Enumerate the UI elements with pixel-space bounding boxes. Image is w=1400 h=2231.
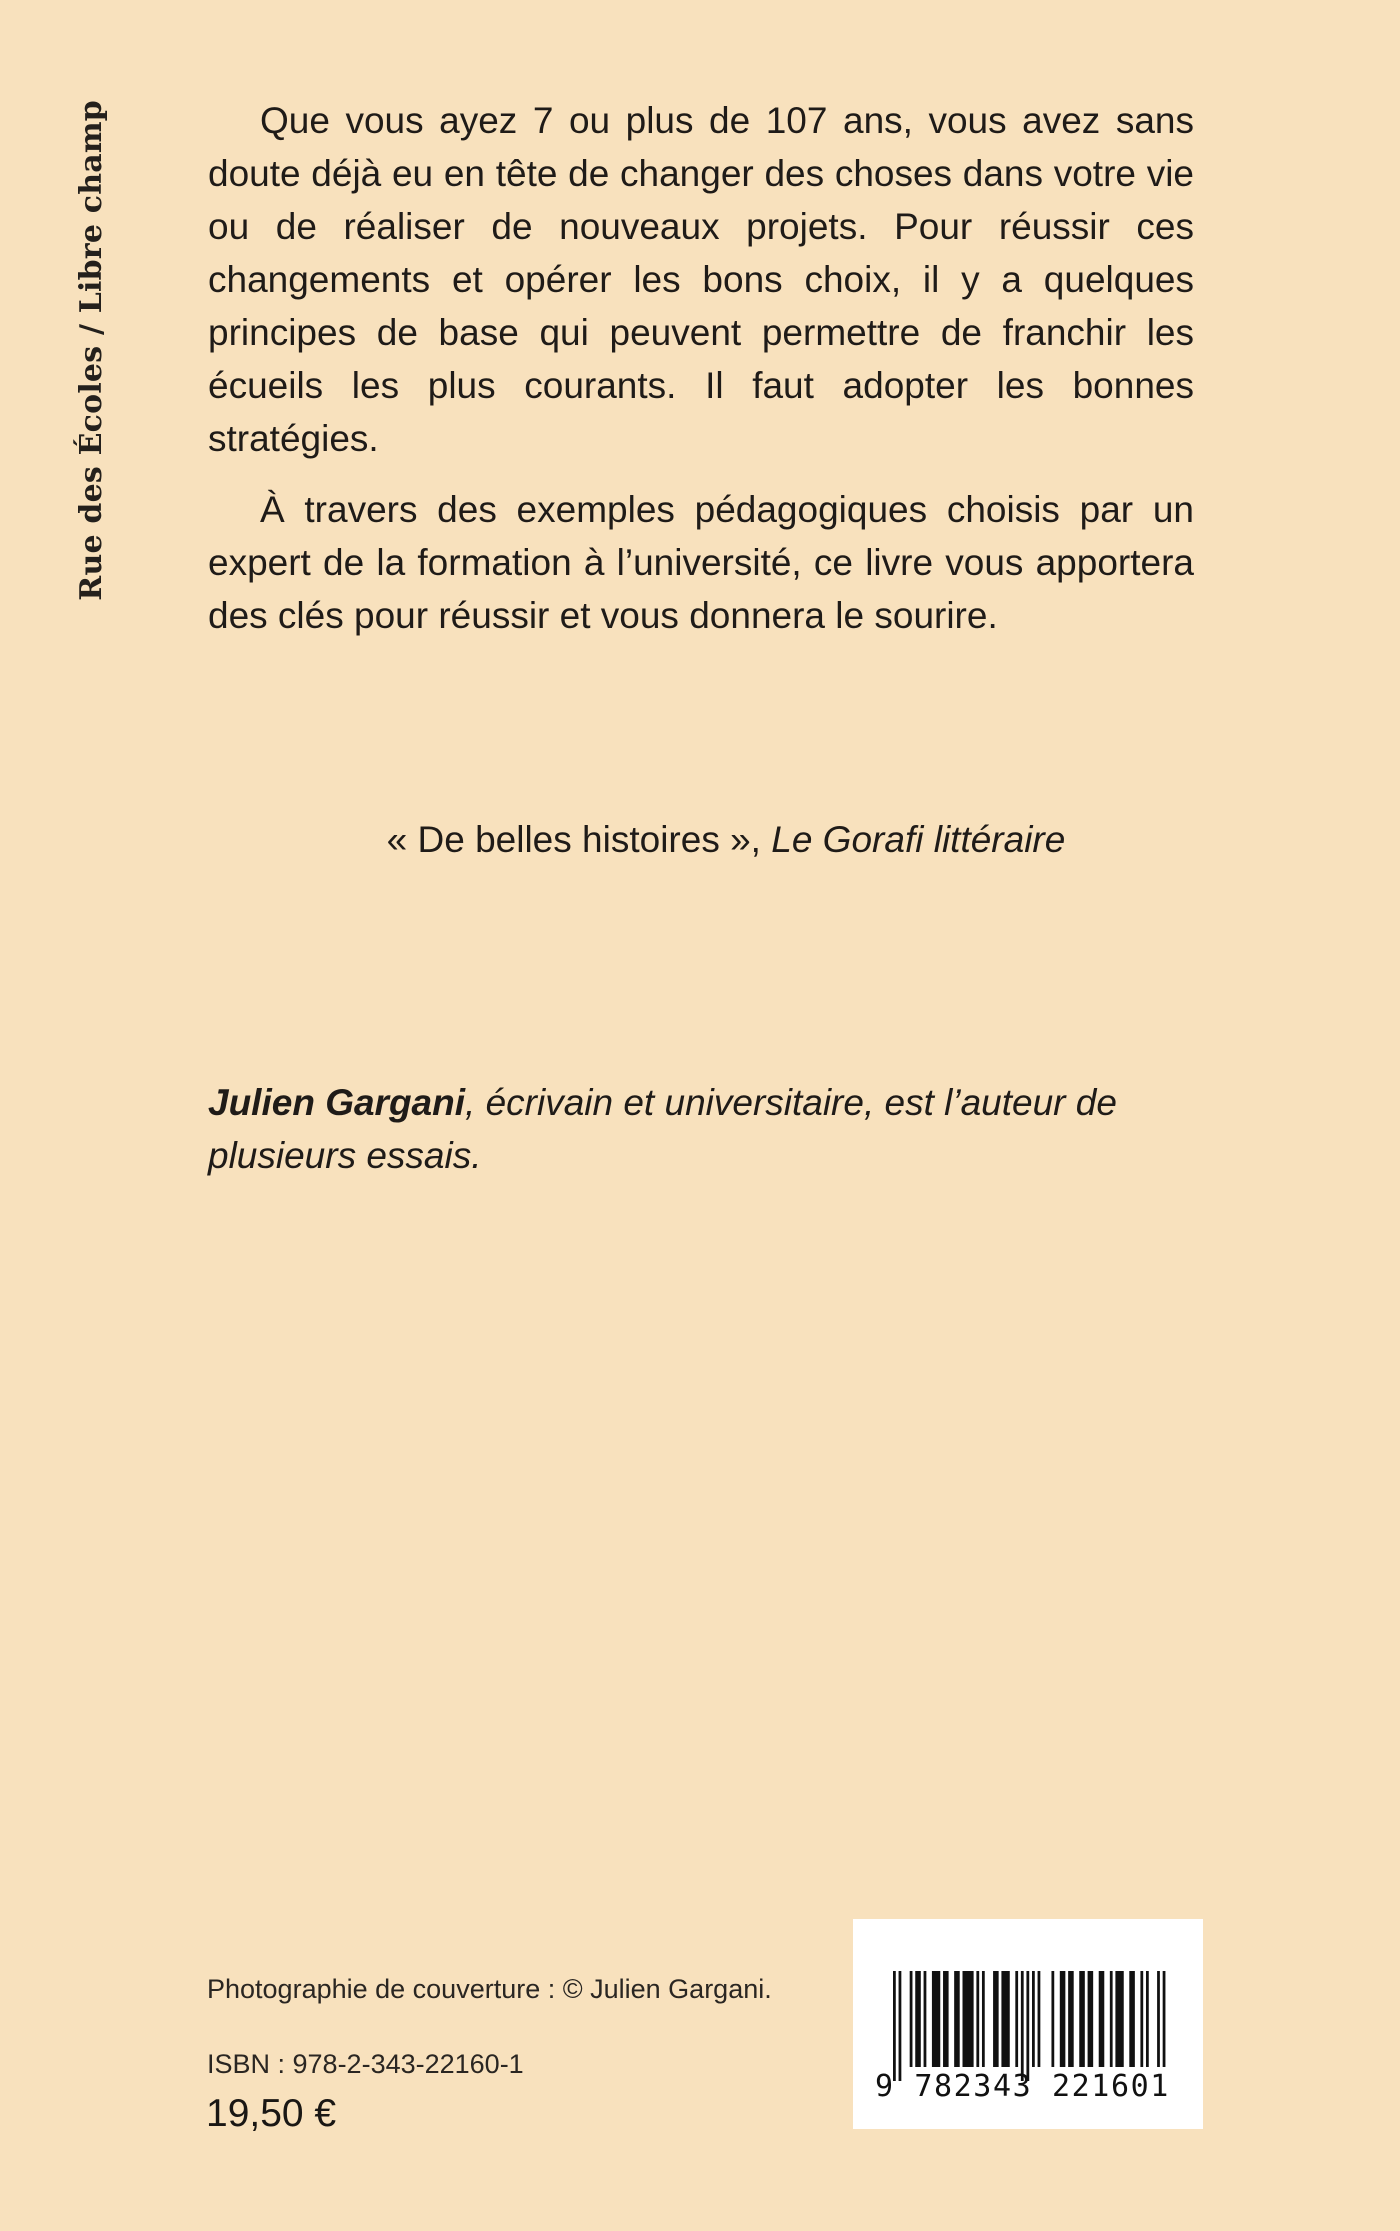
barcode-bar <box>1060 1971 1066 2067</box>
barcode-bar <box>1015 1971 1018 2067</box>
price: 19,50 € <box>206 2092 337 2135</box>
barcode-bar <box>924 1971 927 2067</box>
barcode-bar <box>1129 1971 1135 2067</box>
blurb <box>208 94 1194 660</box>
isbn: ISBN : 978-2-343-22160-1 <box>207 2049 524 2079</box>
author-name: Julien Gargani <box>208 1082 466 1123</box>
barcode-bar <box>976 1971 979 2067</box>
barcode-bar <box>1032 1971 1035 2067</box>
barcode-bar <box>1157 1971 1160 2067</box>
barcode-bar <box>963 1971 974 2067</box>
quote-source: Le Gorafi littéraire <box>771 819 1066 860</box>
barcode-digits: 9 782343 221601 <box>875 2069 1170 2104</box>
barcode-bar <box>893 1971 896 2081</box>
barcode-bar <box>1146 1971 1149 2067</box>
barcode-bar <box>899 1971 902 2081</box>
quote-text: « De belles histoires », <box>386 819 761 860</box>
barcode-bar <box>1001 1971 1009 2067</box>
barcode-bar <box>1088 1971 1094 2067</box>
barcode-bar <box>1110 1971 1113 2067</box>
barcode-bar <box>1163 1971 1166 2067</box>
barcode-bar <box>1038 1971 1041 2067</box>
barcode-bar <box>1026 1971 1029 2081</box>
photo-credit: Photographie de couverture : © Julien Gargani. <box>207 1974 772 2004</box>
blurb-paragraph: Que vous ayez 7 ou plus de 107 ans, vous avez sans doute déjà eu en tête de changer des choses dans votre vie ou de réaliser de nouveaux projets. Pour réussir ces changements et opérer les bons choix, il y a quelques principes de base qui peuvent permettre de franchir les écueils les plus courants. Il faut adopter les bonnes stratégies. <box>208 100 1194 459</box>
barcode-bar <box>993 1971 999 2067</box>
barcode-bar <box>1140 1971 1143 2067</box>
author-description: , écrivain et universitaire, est l’auteur de plusieurs essais. <box>208 1082 1117 1176</box>
barcode-bar <box>943 1971 949 2067</box>
barcode-bar <box>982 1971 985 2067</box>
barcode-bar <box>1068 1971 1074 2067</box>
author-bio <box>208 1076 1194 1182</box>
barcode-bar <box>954 1971 960 2067</box>
barcode-bar <box>915 1971 921 2067</box>
collection-title: Rue des Écoles / Libre champ <box>74 100 109 601</box>
barcode-bar <box>1021 1971 1024 2081</box>
barcode-bar <box>1115 1971 1123 2067</box>
barcode-bar <box>932 1971 940 2067</box>
review-quote <box>208 813 1194 866</box>
barcode-bar <box>910 1971 913 2067</box>
barcode <box>853 1919 1203 2129</box>
blurb-paragraph: À travers des exemples pédagogiques choisis par un expert de la formation à l’université, ce livre vous apportera des clés pour réussir et vous donnera le sourire. <box>208 489 1194 636</box>
barcode-bar <box>1051 1971 1054 2067</box>
spine <box>70 100 114 648</box>
barcode-bar <box>1099 1971 1105 2067</box>
barcode-bar <box>1079 1971 1085 2067</box>
